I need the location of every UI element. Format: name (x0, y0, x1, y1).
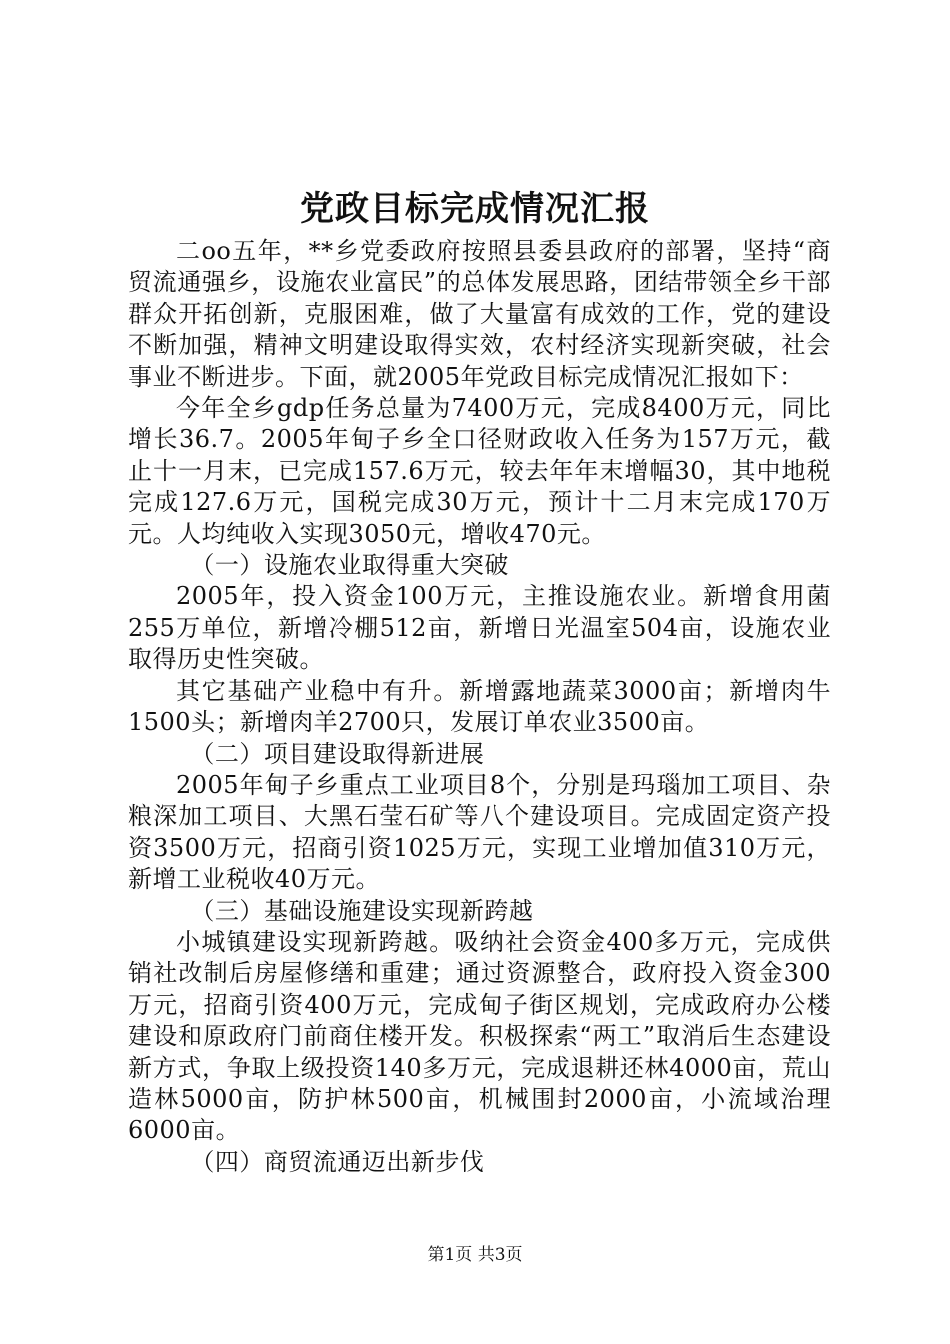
section-heading-2: （二）项目建设取得新进展 (190, 739, 485, 768)
paragraph-infrastructure: 小城镇建设实现新跨越。吸纳社会资金400多万元，完成供销社改制后房屋修缮和重建；通过资源整合，政府投入资金300万元，招商引资400万元，完成甸子街区规划，完成政府办公楼建设和原政府门前商住楼开发。积极探索“两工”取消后生态建设新方式，争取上级投资140多万元，完成退耕还林4000亩，荒山造林5000亩，防护林500亩，机械围封2000亩，小流域治理6000亩。 (128, 927, 831, 1145)
section-heading-1: （一）设施农业取得重大突破 (190, 551, 509, 580)
paragraph-basic-industries: 其它基础产业稳中有升。新增露地蔬菜3000亩；新增肉牛1500头；新增肉羊2700只，发展订单农业3500亩。 (128, 676, 831, 737)
page-indicator: 第1页 共3页 (427, 1245, 523, 1265)
section-heading-3: （三）基础设施建设实现新跨越 (190, 896, 534, 925)
paragraph-economic-summary: 今年全乡gdp任务总量为7400万元，完成8400万元，同比增长36.7。2005年甸子乡全口径财政收入任务为157万元，截止十一月末，已完成157.6万元，较去年年末增幅30，其中地税完成127.6万元，国税完成30万元，预计十二月末完成170万元。人均纯收入实现3050元，增收470元。 (128, 394, 831, 548)
document-body (128, 236, 831, 1178)
paragraph-intro: 二oo五年，**乡党委政府按照县委县政府的部署，坚持“商贸流通强乡，设施农业富民”的总体发展思路，团结带领全乡干部群众开拓创新，克服困难，做了大量富有成效的工作，党的建设不断加强，精神文明建设取得实效，农村经济实现新突破，社会事业不断进步。下面，就2005年党政目标完成情况汇报如下： (128, 237, 831, 391)
document-title: 党政目标完成情况汇报 (300, 189, 650, 229)
paragraph-facility-agriculture: 2005年，投入资金100万元，主推设施农业。新增食用菌255万单位，新增冷棚512亩，新增日光温室504亩，设施农业取得历史性突破。 (128, 582, 831, 674)
paragraph-projects: 2005年甸子乡重点工业项目8个，分别是玛瑙加工项目、杂粮深加工项目、大黑石莹石矿等八个建设项目。完成固定资产投资3500万元，招商引资1025万元，实现工业增加值310万元，新增工业税收40万元。 (128, 770, 831, 894)
section-heading-4: （四）商贸流通迈出新步伐 (190, 1147, 485, 1176)
